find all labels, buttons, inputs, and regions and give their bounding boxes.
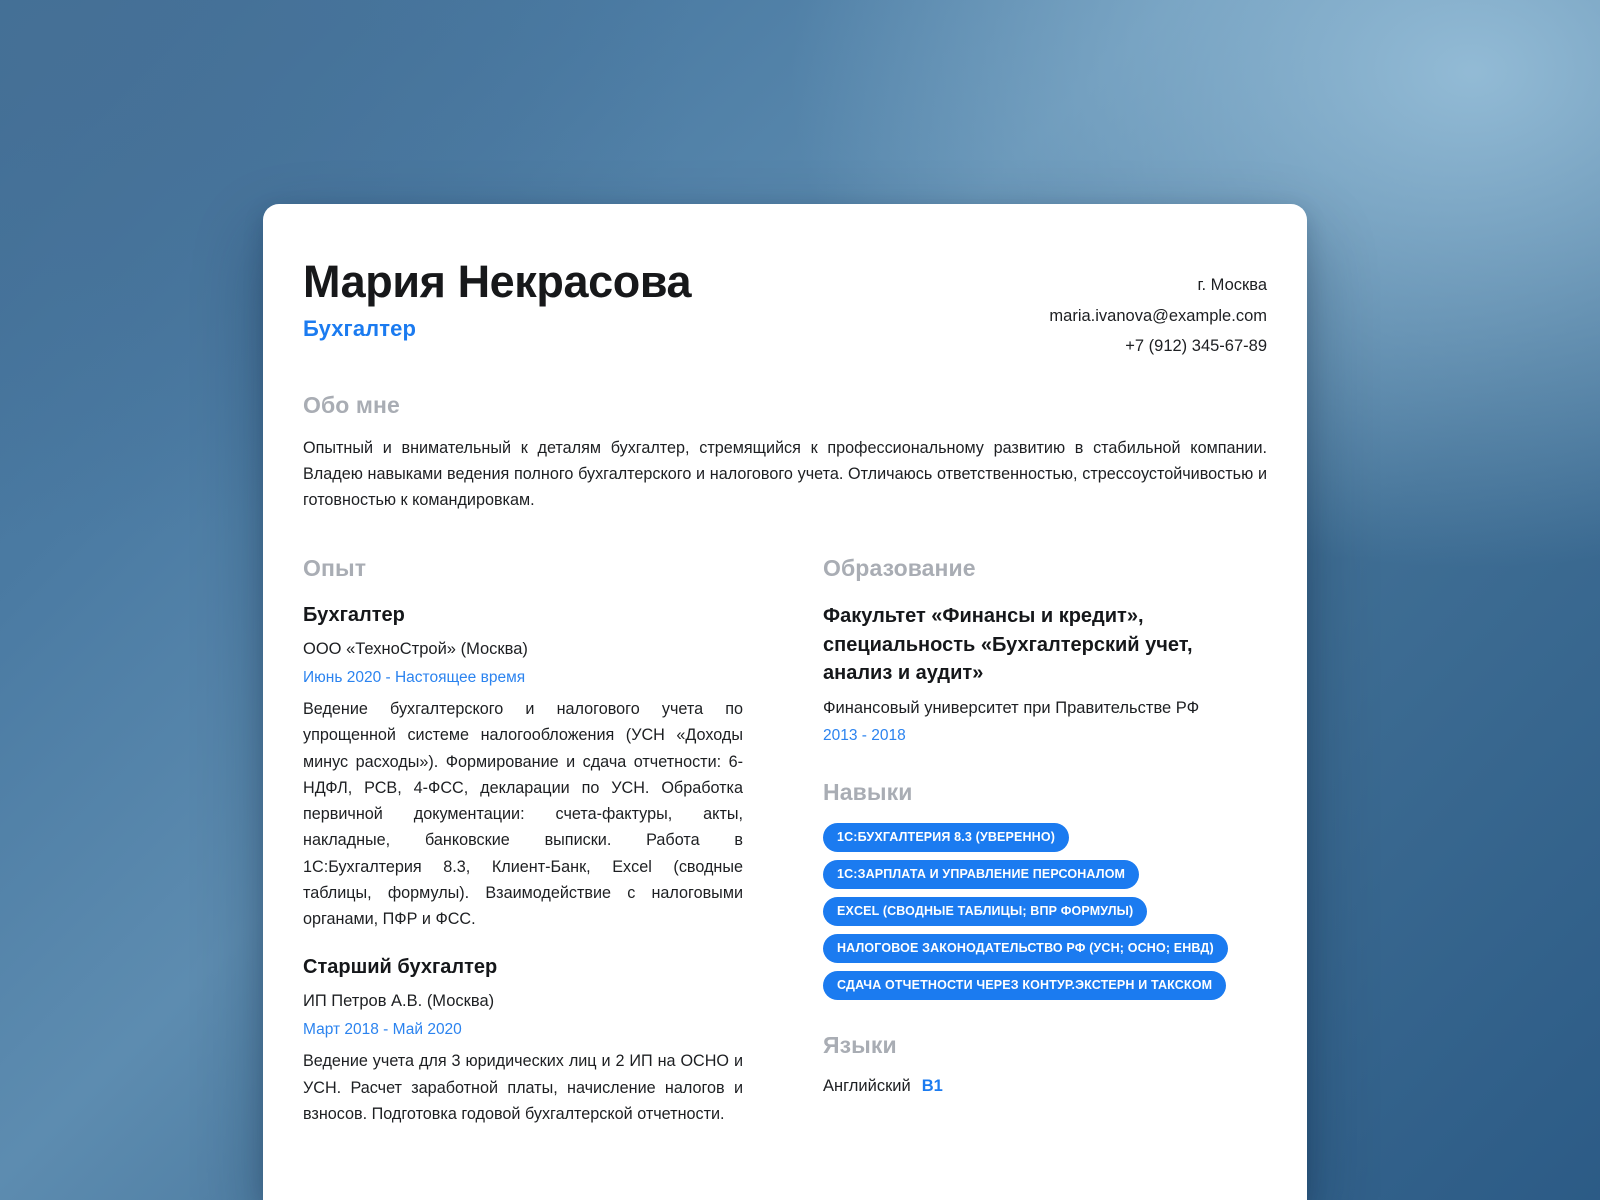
- education-degree: Факультет «Финансы и кредит», специальность «Бухгалтерский учет, анализ и аудит»: [823, 605, 1193, 685]
- experience-role: Старший бухгалтер: [303, 956, 498, 979]
- education-period: 2013 - 2018: [823, 727, 906, 745]
- experience-role: Бухгалтер: [303, 604, 405, 627]
- education-heading: Образование: [823, 555, 976, 582]
- experience-entry: [303, 602, 743, 932]
- experience-heading: Опыт: [303, 555, 367, 582]
- language-row: [823, 1077, 1263, 1096]
- skill-tag: 1С:БУХГАЛТЕРИЯ 8.3 (УВЕРЕННО): [823, 823, 1069, 852]
- language-level: B1: [921, 1077, 943, 1096]
- right-column: [823, 555, 1263, 1127]
- about-heading: Обо мне: [303, 391, 400, 418]
- skill-tag: СДАЧА ОТЧЕТНОСТИ ЧЕРЕЗ КОНТУР.ЭКСТЕРН И ТАКСКОМ: [823, 971, 1226, 1000]
- candidate-job-title: Бухгалтер: [303, 315, 416, 341]
- skills-heading: Навыки: [823, 779, 913, 806]
- resume-header: [303, 246, 1267, 362]
- skills-list: [823, 823, 1263, 1000]
- skills-section: [823, 779, 1263, 1000]
- experience-organization: ИП Петров А.В. (Москва): [303, 992, 495, 1011]
- resume-columns: [303, 555, 1267, 1127]
- skill-tag: 1С:ЗАРПЛАТА И УПРАВЛЕНИЕ ПЕРСОНАЛОМ: [823, 860, 1139, 889]
- skill-tag: НАЛОГОВОЕ ЗАКОНОДАТЕЛЬСТВО РФ (УСН; ОСНО; ЕНВД): [823, 934, 1228, 963]
- education-entry: [823, 602, 1263, 745]
- contact-email[interactable]: maria.ivanova@example.com: [1049, 306, 1267, 325]
- experience-period: Март 2018 - Май 2020: [303, 1021, 462, 1039]
- education-school: Финансовый университет при Правительстве РФ: [823, 699, 1200, 718]
- about-text: Опытный и внимательный к деталям бухгалтер, стремящийся к профессиональному развитию в стабильной компании. Владею навыками ведения полного бухгалтерского и налогового учета. Отличаюсь ответственностью, стрессоустойчивостью и готовностью к командировкам.: [303, 438, 1267, 510]
- candidate-name: Мария Некрасова: [303, 256, 692, 307]
- experience-description: Ведение учета для 3 юридических лиц и 2 ИП на ОСНО и УСН. Расчет заработной платы, начисление налогов и взносов. Подготовка годовой бухгалтерской отчетности.: [303, 1052, 743, 1123]
- education-section: [823, 555, 1263, 745]
- skill-tag: EXCEL (СВОДНЫЕ ТАБЛИЦЫ; ВПР ФОРМУЛЫ): [823, 897, 1147, 926]
- identity-block: [303, 258, 691, 342]
- experience-description: Ведение бухгалтерского и налогового учета по упрощенной системе налогообложения (УСН «Доходы минус расходы»). Формирование и сдача отчетности: 6-НДФЛ, РСВ, 4-ФСС, декларации по УСН. Обработка первичной документации: счета-фактуры, акты, накладные, банковские выписки. Работа в 1С:Бухгалтерия 8.3, Клиент-Банк, Excel (сводные таблицы, формулы). Взаимодействие с налоговыми органами, ПФР и ФСС.: [303, 700, 743, 929]
- contact-city: г. Москва: [1197, 276, 1267, 294]
- experience-organization: ООО «ТехноСтрой» (Москва): [303, 640, 528, 659]
- contact-block: [1049, 258, 1267, 362]
- contact-phone[interactable]: +7 (912) 345-67-89: [1125, 337, 1267, 356]
- languages-heading: Языки: [823, 1032, 897, 1059]
- about-section: [303, 392, 1267, 514]
- resume-card: [263, 204, 1307, 1200]
- experience-section: [303, 555, 743, 1127]
- experience-period: Июнь 2020 - Настоящее время: [303, 669, 526, 687]
- language-name: Английский: [823, 1077, 911, 1096]
- languages-section: [823, 1032, 1263, 1096]
- experience-entry: [303, 954, 743, 1127]
